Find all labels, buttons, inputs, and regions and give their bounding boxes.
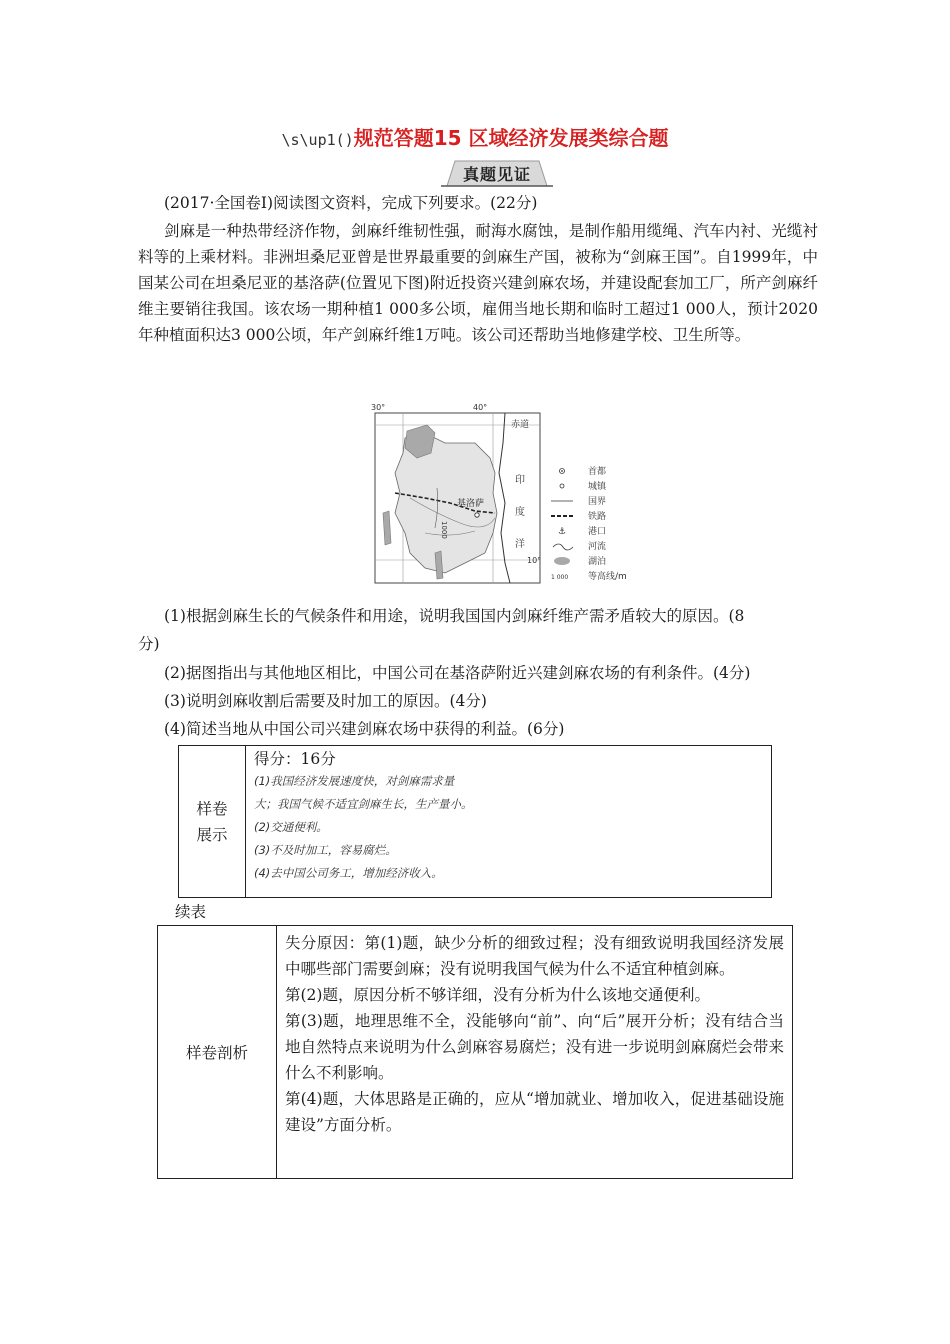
- sample-answer-line: (4)去中国公司务工，增加经济收入。: [254, 866, 443, 880]
- section-badge: [441, 158, 553, 188]
- legend-label-contour: 等高线/m: [588, 572, 627, 582]
- legend-label-lake: 湖泊: [588, 557, 607, 567]
- sample-content: [246, 746, 772, 898]
- lon-40-label: 40°: [473, 403, 488, 412]
- ocean-char-2: 度: [515, 507, 525, 518]
- sample-label: [179, 746, 246, 898]
- sample-label-line1: 样卷: [196, 799, 228, 818]
- sample-answer-line: (3)不及时加工，容易腐烂。: [254, 843, 397, 857]
- contour-icon: 1 000: [551, 574, 569, 581]
- question-1: (1)根据剑麻生长的气候条件和用途，说明我国国内剑麻纤维产需矛盾较大的原因。(8: [164, 607, 745, 625]
- legend-label-river: 河流: [588, 542, 607, 552]
- question-4: (4)简述当地从中国公司兴建剑麻农场中获得的利益。(6分): [164, 720, 565, 738]
- town-icon: [560, 484, 564, 488]
- analysis-label: 样卷剖析: [158, 926, 277, 1179]
- port-icon: ⚓: [558, 527, 567, 537]
- passage-text: 剑麻是一种热带经济作物，剑麻纤维韧性强，耐海水腐蚀，是制作船用缆绳、汽车内衬、光缆衬料等的上乘材料。非洲坦桑尼亚曾是世界最重要的剑麻生产国，被称为“剑麻王国”。自1999年，中国某公司在坦桑尼亚的基洛萨(位置见下图)附近投资兴建剑麻农场，并建设配套加工厂，所产剑麻纤维主要销往我国。该农场一期种植1 000多公顷，雇佣当地长期和临时工超过1 000人，预计2020年种植面积达3 000公顷，年产剑麻纤维1万吨。该公司还帮助当地修建学校、卫生所等。: [138, 222, 818, 344]
- legend-label-town: 城镇: [588, 482, 607, 492]
- lon-30-label: 30°: [371, 403, 386, 412]
- page-title: [0, 122, 950, 151]
- legend-label-capital: 首都: [588, 467, 607, 477]
- legend-label-port: 港口: [588, 527, 607, 537]
- analysis-paragraph: 失分原因：第(1)题，缺少分析的细致过程；没有细致说明我国经济发展中哪些部门需要剑麻；没有说明我国气候为什么不适宜种植剑麻。: [285, 934, 784, 978]
- sample-answer-line: (1)我国经济发展速度快，对剑麻需求量: [254, 774, 455, 788]
- sample-answer-line: 大；我国气候不适宜剑麻生长，生产量小。: [254, 797, 473, 811]
- title-text: 规范答题15 区域经济发展类综合题: [353, 126, 669, 150]
- river-icon: [553, 544, 573, 550]
- question-1-cont: 分): [138, 635, 160, 653]
- analysis-paragraph: 第(2)题，原因分析不够详细，没有分析为什么该地交通便利。: [285, 986, 710, 1004]
- lat-10-label: 10°: [527, 556, 542, 565]
- ocean-char-3: 洋: [515, 539, 525, 550]
- kilosa-label: 基洛萨: [457, 499, 485, 509]
- question-source: (2017·全国卷Ⅰ)阅读图文资料，完成下列要求。(22分): [164, 194, 538, 212]
- sample-answer-line: (2)交通便利。: [254, 820, 328, 834]
- question-2: (2)据图指出与其他地区相比，中国公司在基洛萨附近兴建剑麻农场的有利条件。(4分): [164, 664, 751, 682]
- contour-label: 1000: [440, 521, 448, 539]
- analysis-table: [157, 925, 793, 1179]
- lake-icon: [554, 557, 570, 565]
- legend-label-border: 国界: [588, 497, 607, 507]
- equator-label: 赤道: [511, 420, 530, 430]
- title-prefix: \s\up1(): [281, 131, 354, 149]
- sample-label-line2: 展示: [196, 825, 228, 844]
- analysis-paragraph: 第(3)题，地理思维不全，没能够向“前”、向“后”展开分析；没有结合当地自然特点来说明为什么剑麻容易腐烂；没有进一步说明剑麻腐烂会带来什么不利影响。: [285, 1012, 784, 1082]
- tanzania-map: [365, 403, 665, 593]
- legend-label-railway: 铁路: [588, 512, 607, 522]
- ocean-char-1: 印: [515, 475, 525, 486]
- sample-score: 得分：16分: [254, 750, 336, 768]
- analysis-content: [277, 926, 793, 1179]
- continued-label: 续表: [175, 903, 207, 921]
- kilosa-town-icon: [475, 513, 479, 517]
- analysis-paragraph: 第(4)题，大体思路是正确的，应从“增加就业、增加收入，促进基础设施建设”方面分析。: [285, 1090, 784, 1134]
- sample-table: [178, 745, 772, 898]
- question-3: (3)说明剑麻收割后需要及时加工的原因。(4分): [164, 692, 487, 710]
- badge-text: 真题见证: [462, 165, 531, 184]
- map-legend: [551, 465, 627, 582]
